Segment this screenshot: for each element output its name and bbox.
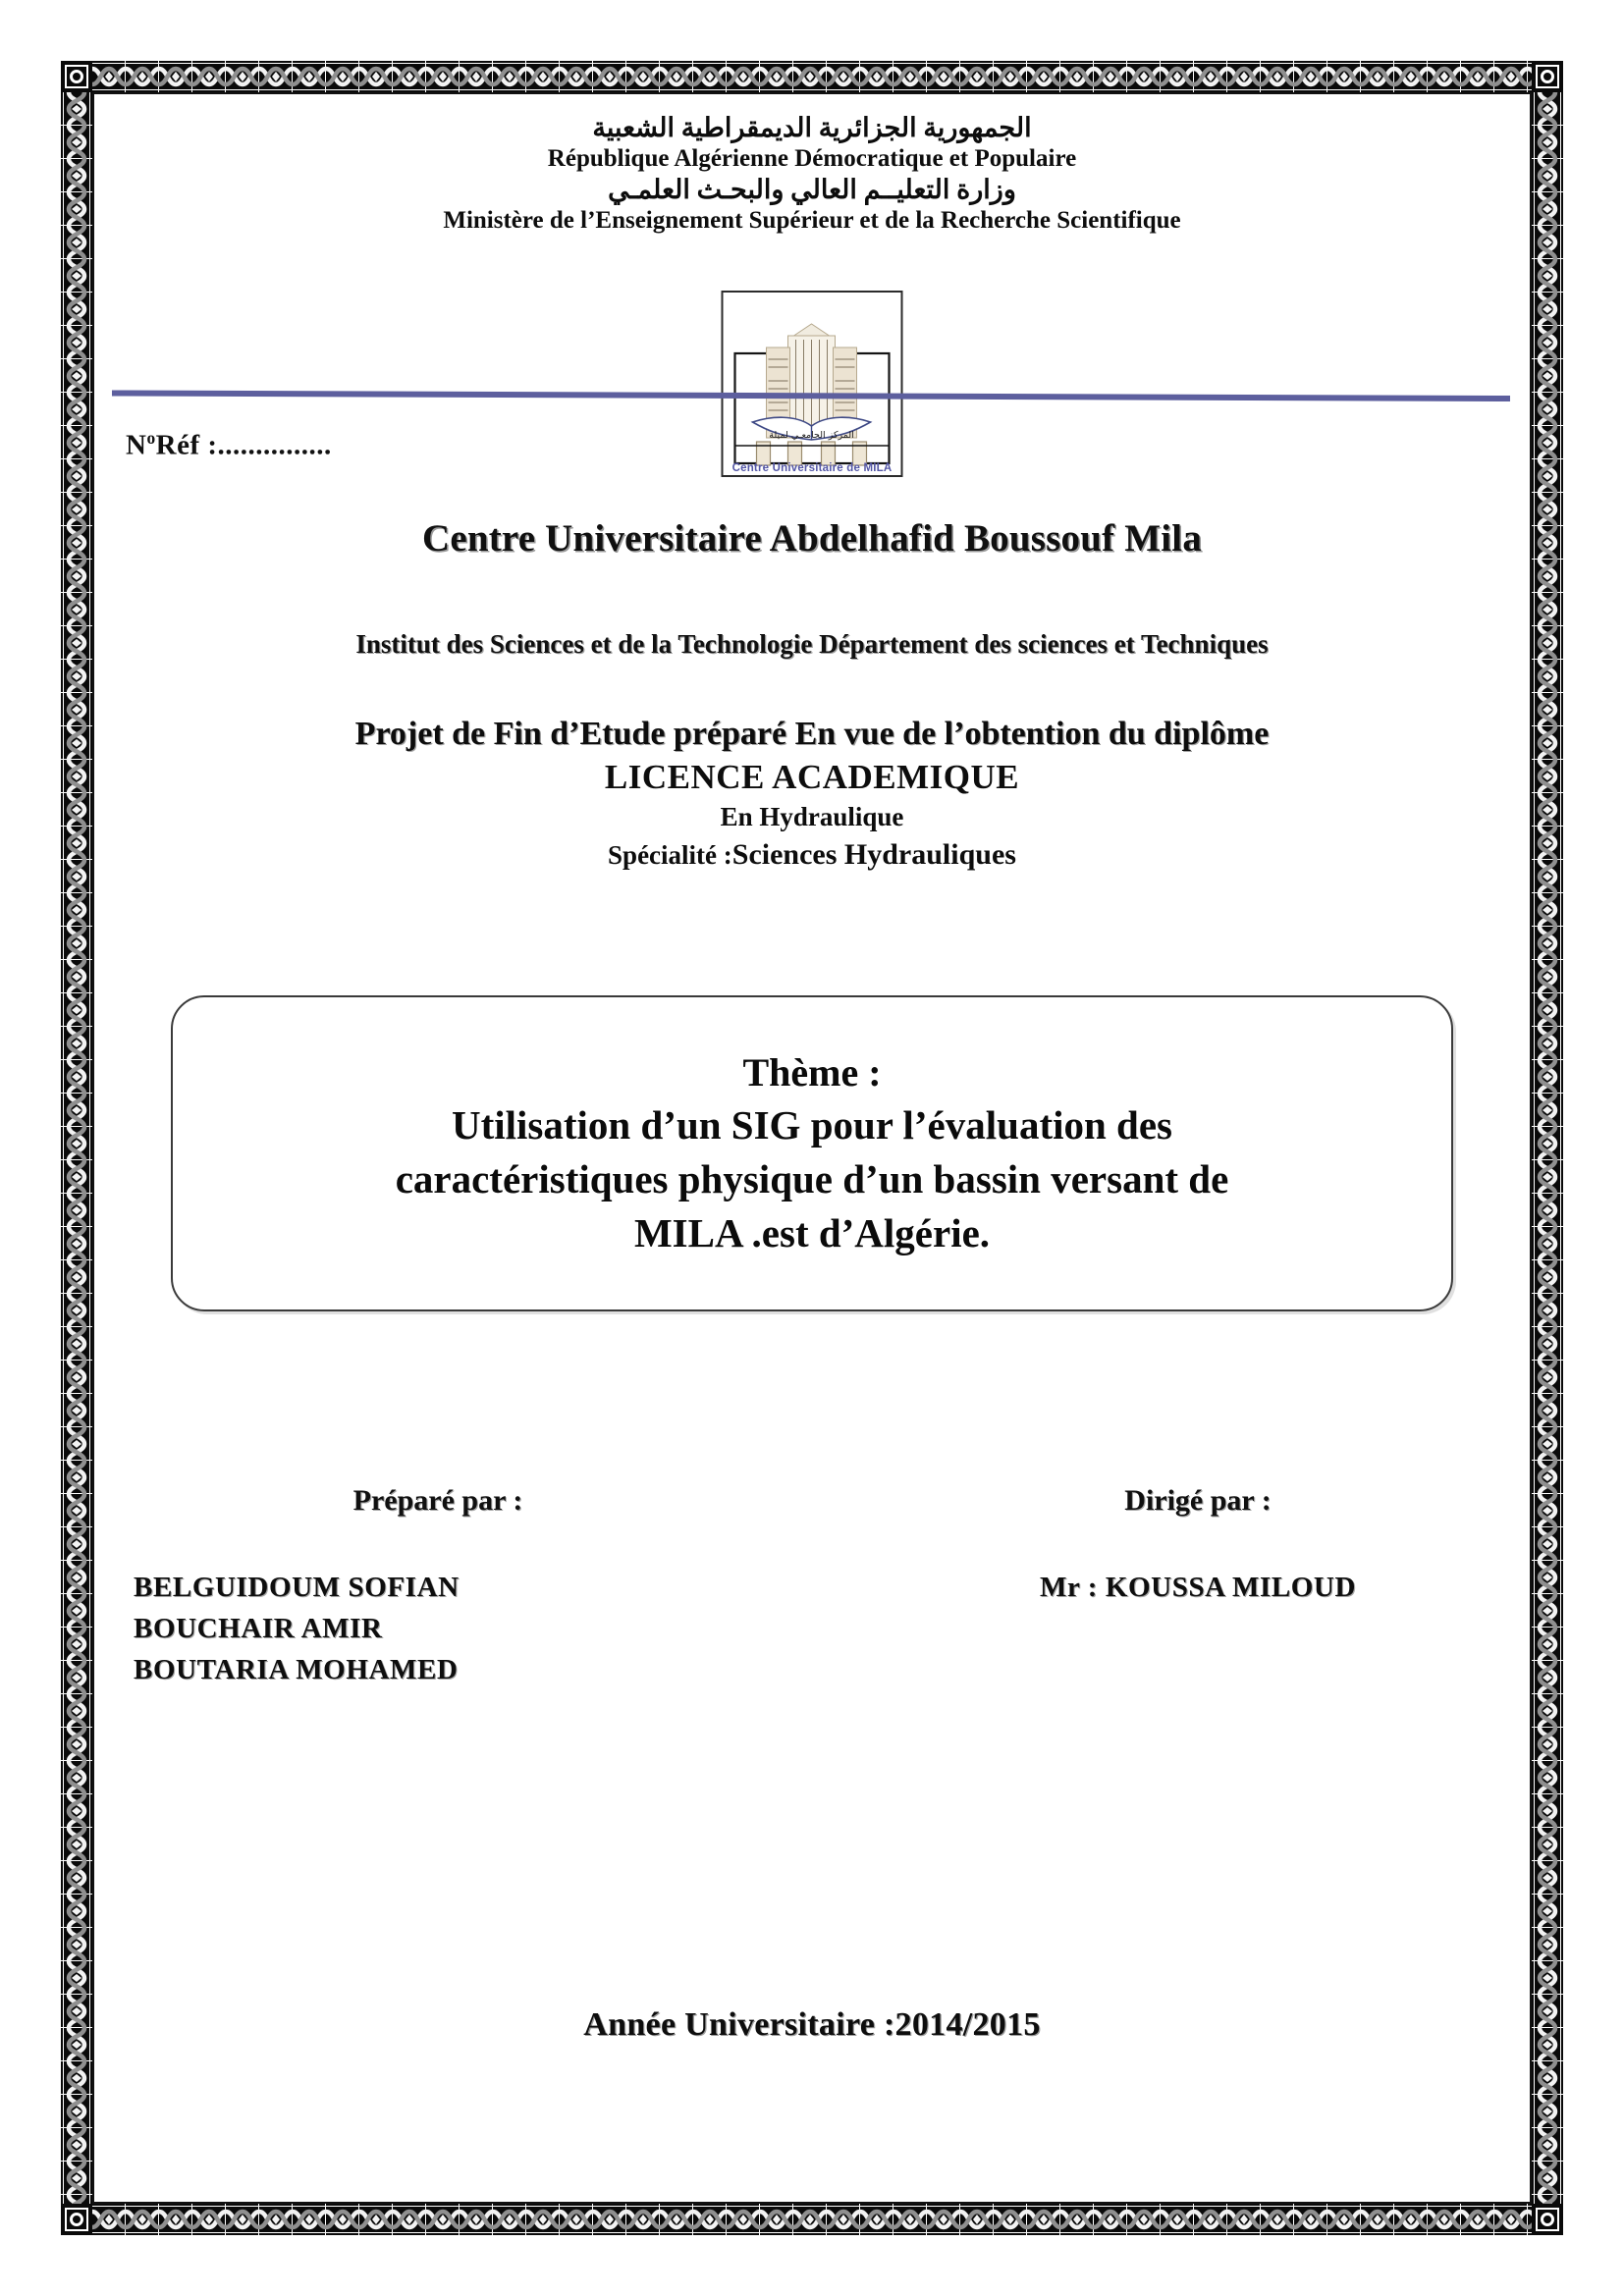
university-center-name: Centre Universitaire Abdelhafid Boussouf Mila — [421, 517, 1203, 560]
university-logo — [722, 291, 903, 477]
diploma-degree: LICENCE ACADEMIQUE — [604, 757, 1020, 796]
logo-book-arabic-text: المركز الجامعـي لميلة — [769, 430, 854, 441]
university-logo-frame — [722, 291, 903, 477]
border-band-top — [92, 61, 1532, 92]
diploma-speciality-value: Sciences Hydrauliques — [731, 837, 1016, 871]
republic-title-french: République Algérienne Démocratique et Populaire — [547, 144, 1077, 172]
knot-braid-top-icon — [92, 61, 1532, 92]
reference-value: Réf :............... — [155, 429, 332, 461]
border-band-left — [61, 92, 92, 2204]
reference-number — [126, 428, 332, 462]
prepared-by-label: Préparé par : — [352, 1484, 523, 1517]
corner-ornament-top-right-icon — [1532, 61, 1563, 92]
student-name: BELGUIDOUM SOFIAN — [134, 1572, 460, 1603]
border-band-bottom — [92, 2204, 1532, 2235]
ministry-title-arabic: وزارة التعليــم العالي والبحـث العلمـي — [608, 175, 1016, 205]
corner-ornament-bottom-right-icon — [1532, 2204, 1563, 2235]
diploma-speciality — [94, 835, 1530, 876]
diploma-intro-line: Projet de Fin d’Etude préparé En vue de l’obtention du diplôme — [354, 716, 1270, 752]
academic-year: Année Universitaire :2014/2015 — [583, 2006, 1041, 2043]
knot-braid-left-icon — [61, 92, 92, 2204]
ministry-header — [94, 94, 1530, 237]
diploma-speciality-label: Spécialité : — [608, 839, 732, 870]
supervised-by-label: Dirigé par : — [1124, 1484, 1272, 1517]
university-logo-caption: Centre Universitaire de MILA — [731, 462, 893, 474]
student-name: BOUTARIA MOHAMED — [134, 1654, 459, 1686]
cover-page-content — [94, 94, 1530, 2202]
corner-ornament-top-left-icon — [61, 61, 92, 92]
student-name: BOUCHAIR AMIR — [134, 1613, 383, 1645]
diploma-block — [94, 715, 1530, 875]
student-name-list — [134, 1567, 742, 1690]
corner-ornament-bottom-left-icon — [61, 2204, 92, 2235]
theme-line-2: caractéristiques physique d’un bassin versant de — [395, 1156, 1229, 1202]
knot-braid-right-icon — [1532, 92, 1563, 2204]
divider-line-icon — [112, 389, 1510, 404]
prepared-by-column — [134, 1484, 742, 1690]
supervisor-name: Mr : KOUSSA MILOUD — [1039, 1572, 1357, 1603]
theme-line-1: Utilisation d’un SIG pour l’évaluation des — [452, 1102, 1172, 1148]
reference-superscript: o — [146, 428, 156, 448]
border-band-right — [1532, 92, 1563, 2204]
republic-title-arabic: الجمهورية الجزائرية الديمقراطية الشعبية — [592, 113, 1032, 142]
ministry-title-french: Ministère de l’Enseignement Supérieur et de la Recherche Scientifique — [443, 207, 1181, 235]
diploma-field: En Hydraulique — [720, 802, 904, 832]
authors-section — [94, 1484, 1530, 1808]
theme-line-3: MILA .est d’Algérie. — [633, 1210, 991, 1256]
supervisor-name-list — [893, 1567, 1502, 1608]
decorative-divider — [112, 389, 1510, 402]
theme-box — [171, 995, 1453, 1311]
institute-department-line: Institut des Sciences et de la Technologie Département des sciences et Techniques — [355, 629, 1269, 659]
supervised-by-column — [893, 1484, 1502, 1608]
knot-braid-bottom-icon — [92, 2204, 1532, 2235]
reference-label: N — [126, 429, 147, 461]
university-logo-graphic-icon — [724, 293, 901, 475]
theme-label: Thème : — [742, 1049, 882, 1095]
